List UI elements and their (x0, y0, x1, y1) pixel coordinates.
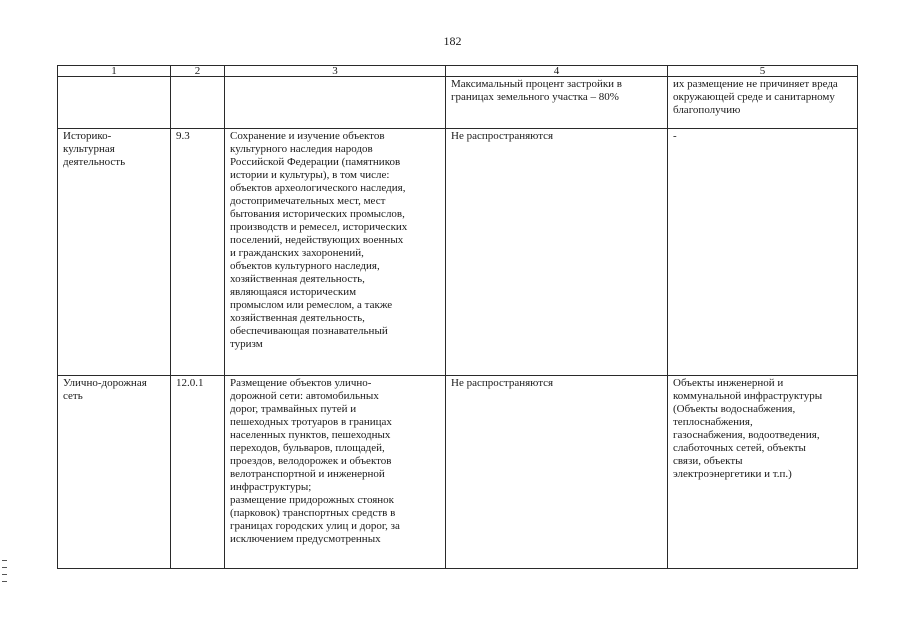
cell-params: Не распространяются (446, 129, 668, 376)
page-number: 182 (443, 34, 462, 48)
margin-tick (2, 574, 7, 575)
cell-name: Улично-дорожная сеть (58, 376, 171, 569)
cell-code: 9.3 (171, 129, 225, 376)
cell-conditions: их размещение не причиняет вреда окружающей среде и санитарному благополучию (668, 77, 858, 129)
header-cell-4: 4 (446, 66, 668, 77)
header-cell-2: 2 (171, 66, 225, 77)
cell-conditions: Объекты инженерной и коммунальной инфраструктуры (Объекты водоснабжения, теплоснабжения, газоснабжения, водоотведения, слаботочных сетей, объекты связи, объекты электроэнергетики и т.п.) (668, 376, 858, 569)
cell-description: Размещение объектов улично- дорожной сети: автомобильных дорог, трамвайных путей и пешеходных тротуаров в границах населенных пунктов, пешеходных переходов, бульваров, площадей, проездов, велодорожек и объектов велотранспортной и инженерной инфраструктуры; размещение придорожных стоянок (парковок) транспортных средств в границах городских улиц и дорог, за исключением предусмотренных (225, 376, 446, 569)
margin-tick (2, 560, 7, 561)
cell-name: Историко- культурная деятельность (58, 129, 171, 376)
header-cell-1: 1 (58, 66, 171, 77)
cell-conditions: - (668, 129, 858, 376)
cell-description (225, 77, 446, 129)
cell-code: 12.0.1 (171, 376, 225, 569)
cell-name (58, 77, 171, 129)
binding-margin-marks (2, 560, 8, 588)
cell-params: Максимальный процент застройки в границах земельного участка – 80% (446, 77, 668, 129)
cell-description: Сохранение и изучение объектов культурного наследия народов Российской Федерации (памятников истории и культуры), в том числе: объектов археологического наследия, достопримечательных мест, мест бытования исторических промыслов, производств и ремесел, исторических поселений, недействующих военных и гражданских захоронений, объектов культурного наследия, хозяйственная деятельность, являющаяся историческим промыслом или ремеслом, а также хозяйственная деятельность, обеспечивающая познавательный туризм (225, 129, 446, 376)
table-row (58, 77, 858, 129)
cell-code (171, 77, 225, 129)
table-row (58, 129, 858, 376)
header-cell-5: 5 (668, 66, 858, 77)
land-use-table (57, 65, 858, 569)
table-row (58, 376, 858, 569)
header-cell-3: 3 (225, 66, 446, 77)
margin-tick (2, 567, 7, 568)
cell-params: Не распространяются (446, 376, 668, 569)
table-header-row (58, 66, 858, 77)
margin-tick (2, 581, 7, 582)
